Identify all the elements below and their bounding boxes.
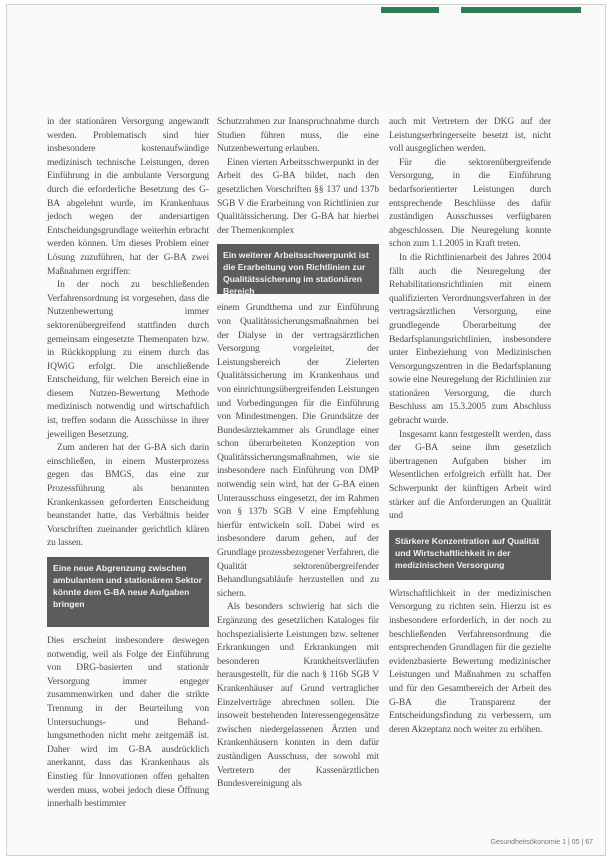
pull-quote-box [47, 557, 209, 627]
paragraph: Einen vierten Arbeitsschwerpunkt in der Arbeit des G-BA bildet, nach den gesetzlichen Vorschriften §§ 137 und 137b SGB V die Erarbeitung von Richtlinien zur Qualitätssicherung. Der G-BA hat hierbei der Themenkomplex [217, 157, 379, 236]
pull-quote-text: Stärkere Konzentration auf Qualität und Wirtschaftlichkeit in der medizinischen Versorgung [395, 535, 540, 570]
text-column-2 [217, 116, 379, 792]
pull-quote-box [389, 530, 551, 580]
text-column-1 [47, 116, 209, 812]
paragraph: Für die sektorenübergreifende Versorgung, in die Einführung bedarfsorientierter Leistungen durch entsprechende Beschlüsse des dafür zuständigen Ausschusses verfügbaren abgeschlossen. Die Neuregelung konnte schon zum 1.1.2005 in Kraft treten. [389, 157, 551, 250]
pull-quote-box [217, 244, 379, 297]
paragraph: In der noch zu beschließenden Verfahrensordnung ist vorgesehen, dass die Nutzenbewertung immer sektorenübergreifend stattfinden durch gemeinsam eingesetzte Themenpaten bzw. in Rückkopplung zu einem durch das IQWiG erfolgt. Die anschließende Entscheidung, für welchen Bereich eine in diesem Nutzen-Bewertung Methode medizinisch notwendig und wirtschaftlich ist, treffen sodann die Ausschüsse in ihrer jeweiligen Besetzung. [47, 280, 209, 440]
paragraph: auch mit Vertretern der DKG auf der Leistungserbringerseite besetzt ist, nicht voll ausgeglichen werden. [389, 117, 551, 155]
section-color-bar-right [461, 7, 581, 13]
pull-quote-text: Eine neue Abgrenzung zwischen ambulantem und stationärem Sektor könnte dem G-BA neue Aufgaben bringen [53, 563, 202, 609]
paragraph: Wirtschaftlichkeit in der medizinischen Versorgung zu richten sein. Hierzu ist es insbesondere erforderlich, in der noch zu beschließenden Verfahrensordnung die entsprechenden Grundlagen für die gezielte evidenzbasierte Bewertung medizinischer Leistungen und Maßnahmen zu schaffen und für den Gesamtbereich der Arbeit des G-BA die Transparenz der Entscheidungsfindung zu verbessern, um deren Akzeptanz noch weiter zu erhöhen. [389, 588, 551, 735]
paragraph: Insgesamt kann festgestellt werden, dass der G-BA seine ihm gesetzlich übertragenen Aufgaben bisher im Wesentlichen erfolgreich erfüllt hat. Der Schwerpunkt der künftigen Arbeit wird stärker auf die Anforderungen an Qualität und [389, 429, 551, 522]
paragraph: In die Richtlinienarbeit des Jahres 2004 fällt auch die Neuregelung der Rehabilitationsrichtlinien mit einem qualifizierten Verordnungsverfahren in der vertragsärztlichen Versorgung, eine grundlegende Überarbeitung der Bedarfsplanungsrichtlinien, insbesondere unter Einbeziehung von Medizinischen Versorgungszentren in die Bedarfsplanung sowie eine Neuregelung der Richtlinien zur stationären Versorgung, die durch Beschluss am 15.3.2005 zum Abschluss gebracht wurde. [389, 252, 551, 427]
paragraph: einem Grundthema und zur Einführung von Qualitätssicherungsmaßnahmen bei der Dialyse in der vertragsärztlichen Versorgung vorgeleitet, der Leistungsbereich der Zielerten Qualitätssicherung im Krankenhaus und von einrichtungsübergreifenden Leistungen und Vorbedingungen für die Einführung von Mindestmengen. Die Grundsätze der Bundesärztekammer als Grundlage einer schon überarbeiteten Konzeption von Qualitätssicherungsmaßnahmen, wie sie insbesondere nach Einführung von DMP notwendig sein wird, hat der G-BA einen Unterausschuss eingesetzt, der im Rahmen von § 137b SGB V eine Empfehlung hierfür entwickeln soll. Dabei wird es insbesondere darum gehen, auf der Grundlage prozessbezogener Verfahren, die Qualität sektorenübergreifender Behandlungsabläufe herzustellen und zu sichern. [217, 303, 379, 599]
page-footer: Gesundheitsökonomie 1 | 05 | 67 [490, 839, 593, 846]
paragraph: Als besonders schwierig hat sich die Ergänzung des gesetzlichen Kataloges für hochspezialisierte Leistungen bzw. seltener Erkrankungen und Erkrankungen mit besonderen Krankheitsverläufen herausgestellt, für die nach § 116b SGB V Krankenhäuser auf Grund vertraglicher Einzelverträge abrechnen sollen. Die insoweit bestehenden Interessengegensätze zwischen niedergelassenen Ärzten und Krankenhäusern konnten in dem dafür zuständigen Ausschuss, der sowohl mit Vertretern der Kassenärztlichen Bundesvereinigung als [217, 602, 379, 790]
paragraph: Schutzrahmen zur Inanspruchnahme durch Studien führen muss, die eine Nutzenbewertung erlauben. [217, 117, 379, 155]
paragraph: Zum anderen hat der G-BA sich darin einschließen, in einem Musterprozess gegen das BMGS, das eine zur Prozessführung als benannten Krankenkassen geforderten Entscheidung beanstandet hatte, das Verbältnis beider Vorschriften zueinander gerichtlich klären zu lassen. [47, 443, 209, 549]
pull-quote-text: Ein weiterer Arbeitsschwerpunkt ist die Erarbeitung von Richtlinien zur Qualitätssicherung im stationären Bereich [223, 250, 369, 297]
paragraph: in der stationären Versorgung angewandt werden. Problematisch sind hier insbesondere kostenaufwändige medizinisch technische Leistungen, deren Einführung in die ambulante Versorgung durch die erforderliche Besetzung des G-BA abgelehnt wurde, im Krankenhaus jedoch wegen der andersartigen Entscheidungsgrundlage weiterhin erbracht werden können. Um dieses Problem einer Lösung zuzuführen, hat der G-BA zwei Maßnahmen ergriffen: [47, 117, 209, 277]
section-color-bar [381, 7, 439, 13]
paragraph: Dies erscheint insbesondere deswegen notwendig, weil als Folge der Einführung von DRG-basierten und stationär Versorgung immer engeger zusammenwirken und daher die strikte Trennung in der Beurteilung von Untersuchungs- und Behandlungsmethoden nicht mehr zeitgemäß ist. Daher wird im G-BA ausdrücklich anerkannt, dass das Krankenhaus als Einstieg für Innovationen offen gehalten werden muss, wobei jedoch diese Öffnung innerhalb bestimmter [47, 636, 209, 810]
journal-page [6, 4, 606, 856]
text-column-3 [389, 116, 551, 737]
